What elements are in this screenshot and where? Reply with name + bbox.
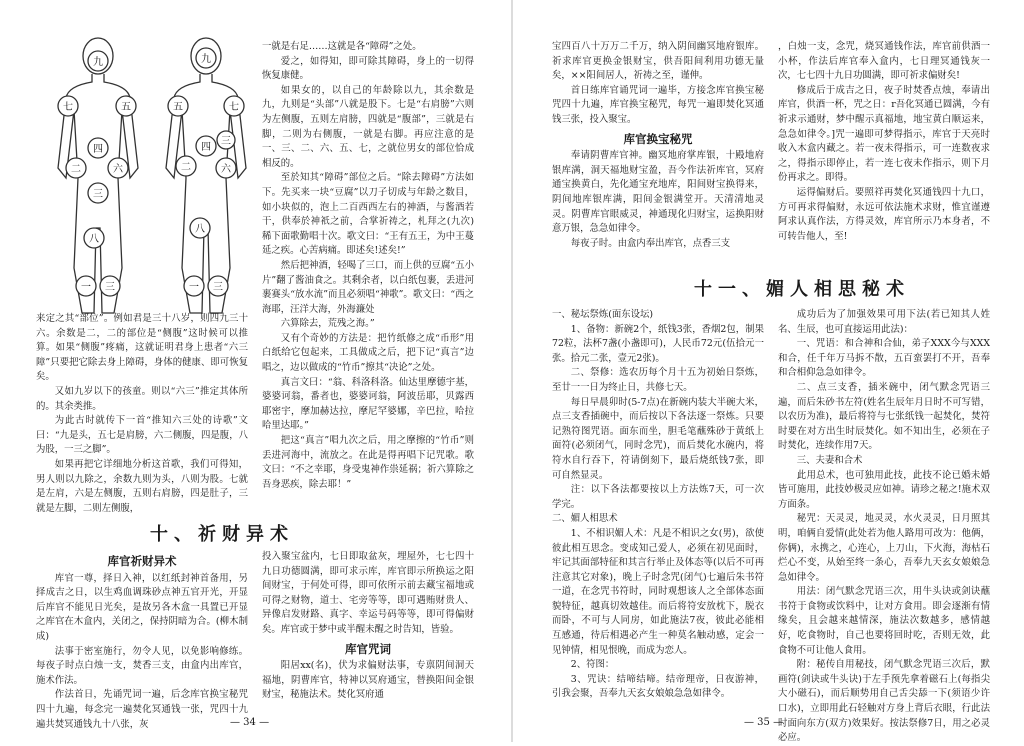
paragraph: 真言文曰：“翁、科洛科洛。仙达里摩德宇基，婆婆诃翁，番者也，婆婆诃翁，阿波岳耶，贝露西耶密宇，摩加赫达拉，摩尼罕婆娜，辛巴拉，哈拉哈里达耶。” bbox=[262, 376, 474, 432]
figure-label: 六 bbox=[113, 164, 123, 175]
paragraph: 三、夫妻和合术 bbox=[796, 454, 863, 466]
paragraph: 法事于密室施行，勿令人见，以免影响修练。每夜子时点白烛一支，焚香三支，由盒内出库官，施术作法。 bbox=[36, 645, 248, 686]
paragraph: 首日练库官诵咒词一遍毕，方接念库官换宝秘咒四十九遍，库官换宝秘咒，每咒一遍即焚化冥通钱三张，投入聚宝。 bbox=[552, 84, 764, 125]
figure-label: 二 bbox=[181, 162, 191, 173]
paragraph: 宝四百八十万万二千万，纳入阴间幽冥地府银库。祈求库官更换金银财宝，供吾阳间利用功德无量矣，××阳间居人，祈祷之至，谨伸。 bbox=[552, 41, 764, 82]
paragraph: 一、秘坛祭炼(面东设坛) bbox=[552, 309, 654, 320]
paragraph: 奉请阴曹库官神。幽冥地府掌库银，十殿地府银库满，洞天福地财宝盈，吾今作法祈库官，冥府通宝换黄白，先化通宝充地库，阳间财宝换得来，阴间地库银库满，阳间金银满堂开。天清清地灵灵。阴曹库官眼威灵，神通现化归财宝，运换阳财意万银，急急如律令。 bbox=[552, 150, 764, 235]
paragraph: 来定之其“部位”。例如君是三十八岁，则四九三十六。余数是二，二的部位是“侧腹”这时候可以推算。如果“侧腹”疼痛，这就证明君身上患者“六三障”只要把它除去身上障碍，身体的健康、即可恢复矣。 bbox=[36, 313, 248, 383]
paragraph: 每日早晨卯时(5-7点)在新碗内装大半碗大米，点三支香插碗中，而后按以下各法逐一祭炼。只要记熟符图咒语。面东而坐，胆毛笔蘸殊砂于黄纸上面符(必须闭气，同时念咒)，而后焚化水碗内，将符水自行吞下，符请倒刻下，最后烧纸钱7张，即可自然显灵。 bbox=[552, 396, 764, 481]
figure-label: 七 bbox=[63, 102, 73, 113]
page-number: — 35 — bbox=[744, 717, 784, 728]
paragraph: 修成后于成吉之日，夜子时焚香点烛，奉请出库官，供酒一杯，咒之日：r吾化冥通已圆满，今有祈求示通财，梦中醒示真福地，地宝黄白顺运来，急急如律令。]咒一遍即可梦得指示，库官于天亮时收入木盒内藏之。若一夜未得指示，可一连数夜求之，得指示即停止，若一连七夜未作指示，则下月份再求之。即得。 bbox=[778, 84, 990, 184]
page-gutter bbox=[511, 0, 513, 742]
paragraph: 投入聚宝盆内，七日即取盆灰，埋屋外，七七四十九日功德圆满，即可求示库，库官即示所换运之阳间财宝，于何处可得，即可依所示前去藏宝福地或可得之财物，道士、宅旁等等，即可遇贿财贵人、异像启发财路、真字、幸运号码等等，即可得偏财矣。库官或于梦中或半醒未醒之时告知，皆验。 bbox=[262, 551, 474, 635]
left-col2-top-text bbox=[262, 40, 474, 492]
figure-label: 七 bbox=[229, 102, 239, 113]
paragraph: 为此古时就传下一首“推知六三处的诗歌”文曰：“九是头，五七是肩膀，六二侧腹，四是腹，八为股，一三之脚”。 bbox=[36, 415, 248, 456]
paragraph: 如果女的，以自己的年龄除以九，其余数是九，九则是“头部”八就是股下。七是“右肩膀”六则为左侧腹，五则左肩膀，四就是“腹部”，三就是右脚，二则为右侧腹，一就是右脚。再应注意的是一、三、二、六、五、七，之就位男女的部位恰成相反的。 bbox=[262, 84, 474, 169]
figure-label: 三 bbox=[213, 282, 223, 293]
figure-label: 九 bbox=[93, 57, 103, 68]
section-heading: 库官换宝秘咒 bbox=[623, 131, 693, 146]
body-diagram bbox=[48, 28, 258, 323]
left-page bbox=[0, 0, 510, 742]
figure-label: 三 bbox=[105, 282, 115, 293]
paragraph: 又如九岁以下的孩童。则以“六三”推定其体所的。其余类推。 bbox=[36, 385, 248, 412]
paragraph: 阳居xx(名)，伏为求偏财法事，专禀阴间洞天福地，阴曹库官，特神以冥府通宝，替换阳间金银财宝，秘施法术。焚化冥府通 bbox=[262, 660, 474, 701]
right-page bbox=[514, 0, 1024, 742]
figure-label: 五 bbox=[173, 102, 183, 113]
right-col1-top-text bbox=[552, 40, 764, 251]
figure-label: 三 bbox=[221, 136, 231, 147]
paragraph: 一就是右足……这就是各“障碍”之处。 bbox=[262, 41, 422, 52]
paragraph: 爱之，如得知，即可除其障碍，身上的一切得恢复康健。 bbox=[262, 55, 474, 82]
figure-label: 九 bbox=[201, 54, 211, 65]
figure-label: 一 bbox=[189, 282, 199, 293]
figure-label: 八 bbox=[89, 234, 99, 245]
paragraph: 秘咒：天灵灵，地灵灵，水火灵灵，日月照其明，咱俩自爱情(此处若为他人路用可改为：他俩，你俩)，永携之，心连心，上刀山，下火海，海枯石烂心不变，从始至终一条心，吾奉九天玄女娘娘急急如律令。 bbox=[778, 513, 990, 583]
paragraph: 二、点三支香，插米碗中，闭气默念咒语三遍，而后朱砂书左符(姓名生辰年月日时不可写错，以农历为准)，最后将符与七张纸钱一起焚化，焚符时要在对方出生时辰焚化。如不知出生，必须在子时焚化，连续作用7天。 bbox=[778, 381, 990, 452]
front-figure-labels bbox=[63, 55, 131, 293]
chapter-title: 十、祈财异术 bbox=[150, 524, 294, 545]
paragraph: 二、媚人相思术 bbox=[552, 513, 618, 525]
back-figure bbox=[166, 38, 246, 313]
left-col1-bottom-text bbox=[36, 550, 248, 732]
paragraph: 然后把神酒，轻喝了三口，而上供的豆腐“五小片”翻了酱油食之。其剩余者，以白纸包裹，丢进河裹赛头“放水流”而且必须唱“神歌”。歌文曰：“西之海耶，汪洋大海，外海濂处 bbox=[262, 259, 474, 315]
figure-label: 二 bbox=[71, 164, 81, 175]
paragraph: 库官一尊，择日入神，以红纸封神首备用，另择成吉之日，以生鸡血调珠砂点神五官开光，开显后库官不能见日光矣，是故另各木盒一具置已开显之库官在木盒内，关闭之，保持阴暗为合。(柳木制成) bbox=[36, 572, 248, 642]
right-col1-bottom-text bbox=[552, 308, 764, 702]
paragraph: 附：秘传自用秘技，闭气默念咒语三次后，默画符(剑诀或牛头诀)于左手预先拿着磁石上(每指尖大小磁石)，而后顺势用自己舌尖舔一下(须语少许口水)，立即用此石轻触对方身上背后衣眼，行此法时面向东方(双方)效果好。按法祭修7日，用之必灵必应。 bbox=[778, 659, 990, 744]
paragraph: 至於知其“障碍”部位之后。“除去障碍”方法如下。先买来一块“豆腐”以刀子切成与年龄之数目，如小块似的，泡上二百西西左右的神酒，与酱酒若干，供奉於神祇之前，合掌祈祷之，札拜之(九次)稀下面歌勤唱十次。歌文曰：“王有五王，为中王蔓延之疾。心苦病痛。即述矣!述矣!” bbox=[262, 172, 474, 257]
paragraph: 用法：闭气默念咒语三次，用牛头诀或剑诀蘸书符于食物或饮料中，让对方食用。即会逐渐有情缘矣，且会越来越情深，施法次数越多，感情越好，吃食物时，自己也要将回时吃，否则无效，此食物不可让他人食用。 bbox=[778, 586, 990, 656]
paragraph: 又有个奇妙的方法是：把竹纸修之成“币形”用白纸给它包起来，工具做成之后，把下记“真言”边唱之，边以做成的“竹币”擦其“决论”之处。 bbox=[262, 332, 474, 374]
figure-label: 四 bbox=[201, 142, 211, 153]
paragraph: 每夜子时。由盒内奉出库官，点香三支 bbox=[570, 237, 731, 249]
paragraph: 1、不相识媚人术：凡是不相识之女(男)，欲使彼此相互思念。变成知己爱人，必须在初见面时，牢记其面部特征和其言行举止及体态等(以后不可再注意其它对象)，晚上子时念咒(闭气)七遍后朱书符一道，在念咒书符时，同时观想该人之全部体态面貌特征，越真切效越佳。而后将符安放枕下，脱衣而卧，不可与人同房，如此施法7夜，彼此必能相互感通，待后相遇必产生一种莫名触动感，定会一见钟情，相见恨晚，而成为恋人。 bbox=[552, 527, 764, 656]
paragraph: 此用总术，也可独用此技，此技不论已婚未婚皆可施用，此技妙极灵应如神。请珍之秘之!施术双方面条。 bbox=[778, 469, 990, 510]
paragraph: 二、祭修：选农历每个月十五为初始日祭炼，至廿一一日为终止日，共修七天。 bbox=[552, 367, 764, 393]
paragraph: 1、备物：新碗2个，纸钱3张，香烟2包，制果72粒，法杯7盏(小盏即可)，人民币72元(伍拾元一张。拾元二张，壹元2张)。 bbox=[552, 323, 764, 364]
figure-label: 八 bbox=[195, 224, 205, 235]
paragraph: 如果再把它详细地分析这首歌，我们可得知，男人则以九除之，余数九则为头，八则为股。七就是左肩，六是左侧腹，五则右肩膀，四是肚子，三就是左脚，二则左侧腹， bbox=[36, 458, 248, 514]
left-col1-top-text bbox=[36, 312, 248, 516]
figure-label: 五 bbox=[121, 102, 131, 113]
paragraph: 作法首日，先诵咒词一遍，后念库官换宝秘咒四十九遍，每念完一遍焚化冥通钱一张，咒四十九遍共焚冥通钱九十八张，灰 bbox=[36, 689, 248, 730]
chapter-title: 十一、媚人相思秘术 bbox=[694, 279, 910, 300]
right-col2-top-text bbox=[778, 40, 990, 244]
section-heading: 库官祈财异术 bbox=[107, 554, 177, 568]
paragraph: 六算除去，荒残之海。” bbox=[280, 318, 375, 330]
figure-label: 一 bbox=[81, 282, 91, 293]
figure-label: 四 bbox=[93, 144, 103, 155]
right-col2-bottom-text bbox=[778, 308, 990, 746]
paragraph: 运得偏财后。要照祥再焚化冥通钱四十九口，方可再求得偏财，永远可依法施术求财，惟宜谨遵阿求认真作法，方得灵效，库官所示乃本身者，不可转告他人，至! bbox=[778, 186, 990, 242]
paragraph: 把这“真言”唱九次之后，用之摩擦的“竹币”则丢进河海中，流放之。在此是得再唱下记咒歌。歌文曰：“不之幸耶，身受鬼神作祟延祸；祈六算除之吾身恶疾，除去耶！” bbox=[262, 435, 474, 490]
paragraph: 一、咒语：和合神和合仙，弟子XXX今与XXX和合，任千年万马拆不散，五百蛮罢打不开，吾奉和合相仰急急如律令。 bbox=[778, 338, 990, 379]
figure-label: 六 bbox=[221, 164, 231, 175]
front-figure bbox=[58, 38, 138, 313]
paragraph: 3、咒诀：结啼结啼。结帝理帝，日夜游神，引我会聚，吾奉九天玄女娘娘急急如律令。 bbox=[552, 673, 764, 700]
paragraph: 成功后为了加强效果可用下法(若已知其人姓名、生辰，也可直接运用此法)： bbox=[778, 309, 990, 335]
paragraph: ，白烛一支，念咒，烧冥通钱作法，库官前供酒一小杯，作法后库官奉入盒内，七日理冥通钱灰一次，七七四十九日功圆满，即可祈求偏财矣! bbox=[778, 41, 990, 82]
figure-label: 三 bbox=[93, 189, 103, 200]
paragraph: 注：以下各法都要按以上方法炼7天，可一次学完。 bbox=[552, 484, 764, 510]
section-heading: 库官咒词 bbox=[345, 641, 391, 656]
page-number: — 34 — bbox=[230, 717, 270, 728]
paragraph: 2、符图： bbox=[570, 659, 615, 671]
left-col2-bottom-text bbox=[262, 550, 474, 703]
